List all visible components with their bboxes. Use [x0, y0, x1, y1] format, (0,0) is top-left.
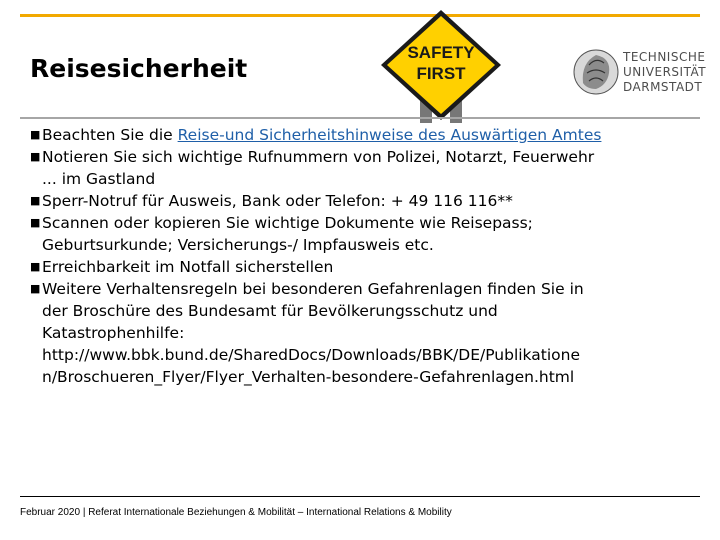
slide-title: Reisesicherheit: [30, 54, 248, 83]
header-divider: [20, 117, 700, 119]
footer-divider: [20, 496, 700, 497]
bullet-text: Katastrophenhilfe:: [42, 324, 185, 342]
list-item: [30, 124, 700, 146]
logo-line1: TECHNISCHE: [623, 50, 706, 64]
slide-header: [0, 0, 720, 120]
logo-line3: DARMSTADT: [623, 80, 703, 94]
bbk-url-text[interactable]: n/Broschueren_Flyer/Flyer_Verhalten-besondere-Gefahrenlagen.html: [42, 368, 575, 386]
logo-line2: UNIVERSITÄT: [623, 65, 707, 79]
list-item: [30, 146, 700, 190]
bullet-text: Sperr-Notruf für Ausweis, Bank oder Telefon: + 49 116 116**: [42, 192, 513, 210]
safety-first-sign-icon: [376, 8, 506, 123]
bbk-url-text[interactable]: http://www.bbk.bund.de/SharedDocs/Downloads/BBK/DE/Publikatione: [42, 346, 580, 364]
bullet-text: Weitere Verhaltensregeln bei besonderen Gefahrenlagen finden Sie in: [42, 280, 584, 298]
bullet-text: Notieren Sie sich wichtige Rufnummern von Polizei, Notarzt, Feuerwehr: [42, 148, 595, 166]
bullet-square-icon: ■: [30, 216, 41, 229]
list-item: [30, 190, 700, 212]
slide-footer: Februar 2020 | Referat Internationale Beziehungen & Mobilität – International Relations & Mobility: [20, 507, 452, 518]
auswaertiges-amt-link[interactable]: Reise-und Sicherheitshinweise des Auswärtigen Amtes: [177, 126, 602, 144]
bullet-square-icon: ■: [30, 282, 41, 295]
bullet-list: [30, 124, 700, 388]
list-item: [30, 256, 700, 278]
bullet-text: der Broschüre des Bundesamt für Bevölkerungsschutz und: [42, 302, 498, 320]
bullet-square-icon: ■: [30, 128, 41, 141]
list-item: [30, 212, 700, 256]
university-logo: [563, 40, 711, 104]
bullet-text: Scannen oder kopieren Sie wichtige Dokumente wie Reisepass;: [42, 214, 533, 232]
athena-emblem-icon: [571, 43, 621, 101]
bullet-square-icon: ■: [30, 194, 41, 207]
bullet-text: Erreichbarkeit im Notfall sicherstellen: [42, 258, 334, 276]
bullet-square-icon: ■: [30, 150, 41, 163]
bullet-square-icon: ■: [30, 260, 41, 273]
sign-line2: FIRST: [416, 64, 466, 83]
header-accent-line: [20, 14, 700, 17]
bullet-text: Beachten Sie die: [42, 126, 178, 144]
sign-line1: SAFETY: [407, 43, 475, 62]
list-item: [30, 278, 700, 388]
bullet-text: Geburtsurkunde; Versicherungs-/ Impfausweis etc.: [42, 236, 434, 254]
bullet-text: ... im Gastland: [42, 170, 156, 188]
